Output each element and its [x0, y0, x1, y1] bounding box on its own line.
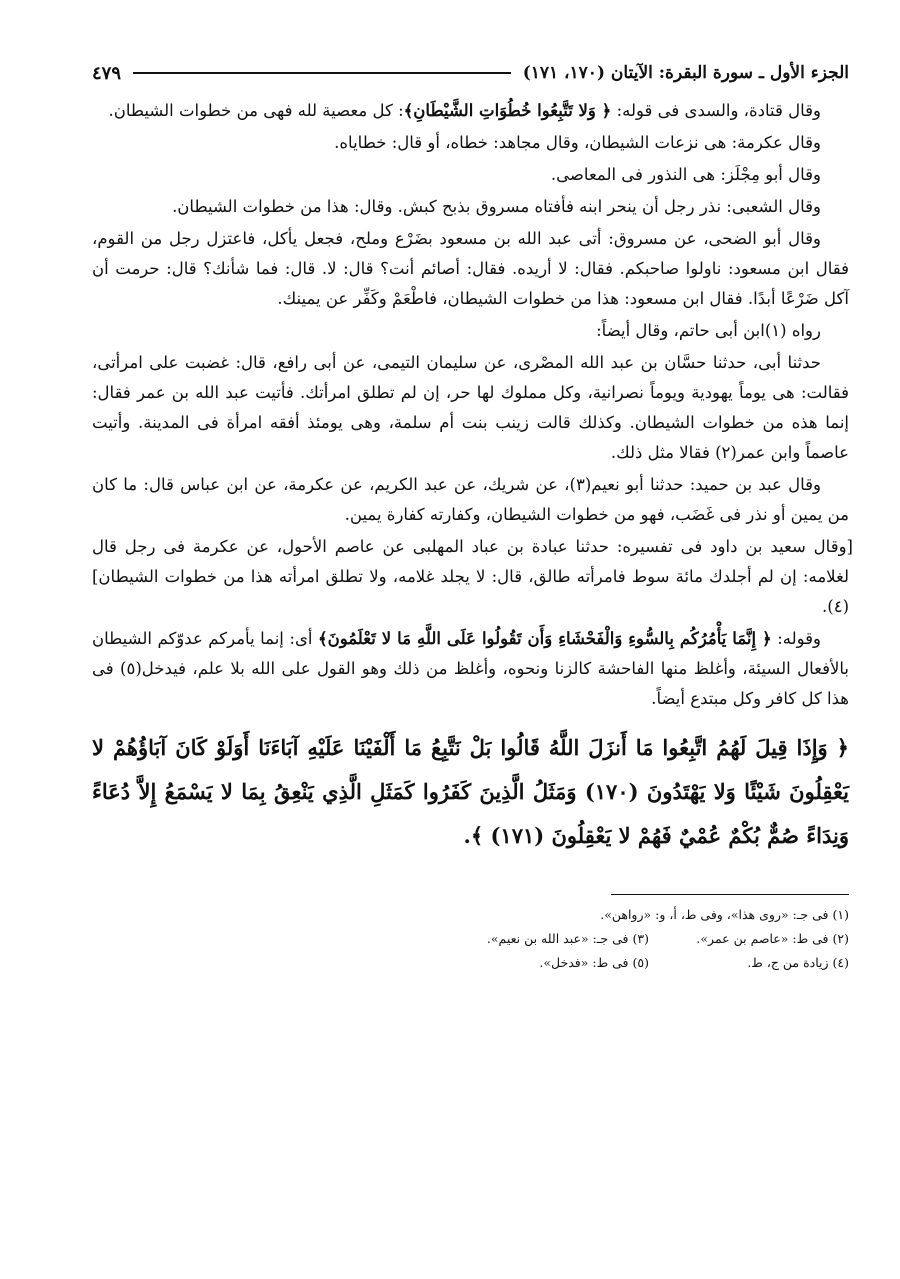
- footnote: (٣) فى جـ: «عبد الله بن نعيم».: [486, 931, 649, 946]
- footnote: (٥) فى ط: «فدخل».: [539, 955, 649, 970]
- paragraph-text: : كل معصية لله فهى من خطوات الشيطان.: [108, 101, 404, 120]
- paragraph: [92, 348, 849, 468]
- footnote: (٤) زيادة من ج، ط.: [747, 955, 849, 970]
- paragraph-text: وقال الشعبى: نذر رجل أن ينحر ابنه فأفتاه مسروق بذبح كبش. وقال: هذا من خطوات الشيطان.: [172, 197, 821, 216]
- paragraph-text: حدثنا أبى، حدثنا حسَّان بن عبد الله المصْرى، عن سليمان التيمى، عن أبى رافع، قال: غضبت على امرأتى، فقالت: هى يوماً يهودية ويوماً نصرانية، وكل مملوك لها حر، إن لم تطلق امرأتك. فأتيت عبد الله بن عمر فقال: إنما هذه من خطوات الشيطان. وكذلك قالت زينب بنت أم سلمة، وهى يومئذ أفقه امرأة فى المدينة. وأتيت عاصماً وابن عمر(٢) فقالا مثل ذلك.: [92, 353, 849, 462]
- footnote-row: [92, 903, 849, 927]
- paragraph: [92, 192, 849, 222]
- paragraph: [92, 224, 849, 314]
- footnote-rule: [611, 894, 849, 895]
- paragraph-text: رواه (١)ابن أبى حاتم، وقال أيضاً:: [596, 321, 821, 340]
- paragraph-text: أى: إنما يأمركم عدوّكم الشيطان بالأفعال السيئة، وأغلظ منها الفاحشة كالزنا ونحوه، وأغلظ من ذلك وهو القول على الله بلا علم، فيدخل(٥) فى هذا كل كافر وكل مبتدع أيضاً.: [92, 629, 849, 708]
- running-title: الجزء الأول ـ سورة البقرة: الآيتان (١٧٠، ١٧١): [522, 63, 849, 83]
- paragraph-text: وقال قتادة، والسدى فى قوله:: [611, 101, 821, 120]
- paragraph-text: وقال عكرمة: هى نزعات الشيطان، وقال مجاهد: خطاه، أو قال: خطاياه.: [334, 133, 821, 152]
- paragraph: [92, 128, 849, 158]
- paragraph-text: وقوله:: [771, 629, 821, 648]
- page-body: [92, 96, 853, 714]
- book-page: [92, 58, 853, 975]
- page-number: ٤٧٩: [92, 62, 122, 84]
- quran-quote: ﴿ وَلا تَتَّبِعُوا خُطُوَاتِ الشَّيْطَانِ﴾: [403, 101, 612, 120]
- footnote-row: [92, 951, 849, 975]
- paragraph: [92, 96, 849, 126]
- paragraph-text: وقال أبو مِجْلَز: هى النذور فى المعاصى.: [550, 165, 821, 184]
- header-rule: [133, 72, 511, 74]
- paragraph: [92, 532, 853, 622]
- paragraph-text: وقال أبو الضحى، عن مسروق: أتى عبد الله بن مسعود بضَرْع وملح، فجعل يأكل، فاعتزل رجل من القوم، فقال ابن مسعود: ناولوا صاحبكم. فقال: لا أريده. فقال: أصائم أنت؟ قال: لا. قال: فما شأنك؟ قال: حرمت أن آكل ضَرْعًا أبدًا. فقال ابن مسعود: هذا من خطوات الشيطان، فاطْعَمْ وكَفِّر عن يمينك.: [92, 229, 849, 308]
- footnote-row: [92, 927, 849, 951]
- footnotes: [92, 903, 849, 975]
- paragraph: [92, 316, 849, 346]
- page-header: [92, 58, 849, 88]
- paragraph: [92, 624, 849, 714]
- footnote: (١) فى جـ: «روى هذا»، وفى ط، أ، و: «رواهن».: [600, 907, 849, 922]
- quran-verse-block: ﴿ وَإِذَا قِيلَ لَهُمُ اتَّبِعُوا مَا أَنزَلَ اللَّهُ قَالُوا بَلْ نَتَّبِعُ مَا أَلْفَيْنَا عَلَيْهِ آبَاءَنَا أَوَلَوْ كَانَ آبَاؤُهُمْ لا يَعْقِلُونَ شَيْئًا وَلا يَهْتَدُونَ (١٧٠) وَمَثَلُ الَّذِينَ كَفَرُوا كَمَثَلِ الَّذِي يَنْعِقُ بِمَا لا يَسْمَعُ إِلاَّ دُعَاءً وَنِدَاءً صُمٌّ بُكْمٌ عُمْيٌ فَهُمْ لا يَعْقِلُونَ (١٧١) ﴾.: [92, 735, 850, 848]
- paragraph: [92, 470, 849, 530]
- quran-quote: ﴿ إِنَّمَا يَأْمُرُكُم بِالسُّوءِ وَالْفَحْشَاءِ وَأَن تَقُولُوا عَلَى اللَّهِ مَا لا تَعْلَمُونَ﴾: [317, 629, 772, 648]
- paragraph-text: [وقال سعيد بن داود فى تفسيره: حدثنا عبادة بن عباد المهلبى عن عاصم الأحول، عن عكرمة فى رجل قال لغلامه: إن لم أجلدك مائة سوط فامرأته طالق، قال: لا يجلد غلامه، ولا تطلق امرأته هذا من خطوات الشيطان](٤).: [92, 537, 853, 616]
- paragraph: [92, 160, 849, 190]
- paragraph-text: وقال عبد بن حميد: حدثنا أبو نعيم(٣)، عن شريك، عن عبد الكريم، عن عكرمة، عن ابن عباس قال: ما كان من يمين أو نذر فى غَضَب، فهو من خطوات الشيطان، وكفارته كفارة يمين.: [92, 475, 849, 524]
- footnote: (٢) فى ط: «عاصم بن عمر».: [696, 931, 849, 946]
